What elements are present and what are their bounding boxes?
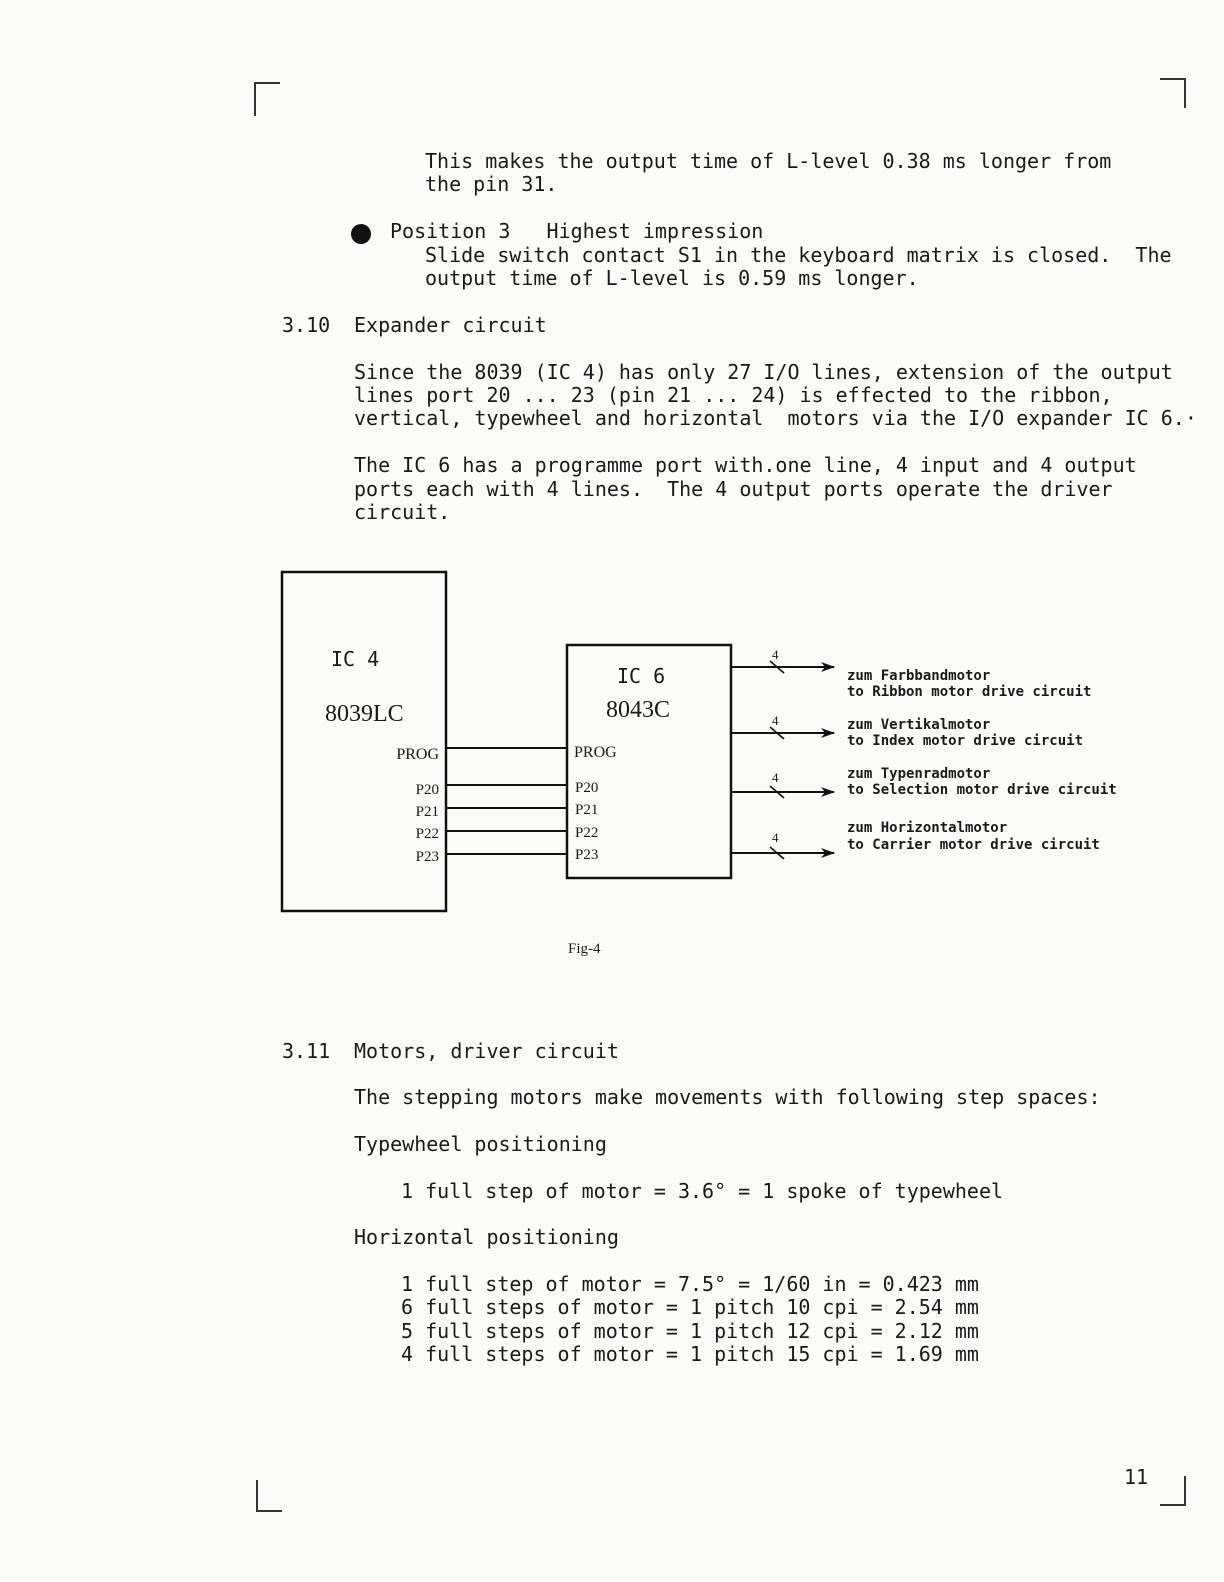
section-3-10-para1-line-1: Since the 8039 (IC 4) has only 27 I/O lines, extension of the output xyxy=(354,360,1173,384)
figure-caption: Fig-4 xyxy=(568,941,601,957)
output-horizontal-en: to Carrier motor drive circuit xyxy=(847,837,1100,853)
position3-line-2: output time of L-level is 0.59 ms longer. xyxy=(425,266,919,290)
ic4-pin-p22: P22 xyxy=(415,826,439,842)
output-vertical-de: zum Vertikalmotor xyxy=(847,717,991,733)
typewheel-line: 1 full step of motor = 3.6° = 1 spoke of typewheel xyxy=(401,1179,1004,1203)
section-3-10-para1-line-3: vertical, typewheel and horizontal motors via the I/O expander IC 6.· xyxy=(354,406,1197,430)
ic4-pin-p21: P21 xyxy=(415,804,439,820)
intro-line-2: the pin 31. xyxy=(425,172,558,196)
section-3-10-para1-line-2: lines port 20 ... 23 (pin 21 ... 24) is effected to the ribbon, xyxy=(354,383,1113,407)
output-bus-horizontal xyxy=(731,830,834,859)
horizontal-line-4: 4 full steps of motor = 1 pitch 15 cpi = 1.69 mm xyxy=(401,1342,979,1366)
ic6-name: IC 6 xyxy=(617,664,666,688)
bus-width-horizontal: 4 xyxy=(772,830,779,845)
output-horizontal-de: zum Horizontalmotor xyxy=(847,820,1008,836)
output-bus-vertical xyxy=(731,713,834,739)
horizontal-heading: Horizontal positioning xyxy=(354,1225,619,1249)
output-bus-typewheel xyxy=(731,770,834,798)
bus-width-typewheel: 4 xyxy=(772,770,779,785)
ic6-pin-p21: P21 xyxy=(575,802,599,818)
ic4-pin-prog: PROG xyxy=(396,746,439,763)
section-3-10-para2-line-3: circuit. xyxy=(354,500,451,524)
section-3-10-para2-line-2: ports each with 4 lines. The 4 output ports operate the driver xyxy=(354,477,1113,501)
ic4-name: IC 4 xyxy=(331,647,380,671)
output-ribbon-de: zum Farbbandmotor xyxy=(847,668,991,684)
output-vertical-en: to Index motor drive circuit xyxy=(847,733,1084,749)
output-typewheel-en: to Selection motor drive circuit xyxy=(847,782,1117,798)
section-3-11-number: 3.11 xyxy=(282,1039,331,1063)
bus-width-vertical: 4 xyxy=(772,713,779,728)
page-number: 11 xyxy=(1124,1465,1149,1489)
ic4-part: 8039LC xyxy=(325,701,404,727)
section-3-10-title: Expander circuit xyxy=(354,313,547,337)
bus-width-ribbon: 4 xyxy=(772,647,779,662)
output-bus-ribbon xyxy=(731,647,834,673)
ic6-pin-prog: PROG xyxy=(574,744,617,761)
ic6-pin-p20: P20 xyxy=(575,780,599,796)
position3-line-1: Slide switch contact S1 in the keyboard matrix is closed. The xyxy=(425,243,1172,267)
horizontal-line-2: 6 full steps of motor = 1 pitch 10 cpi = 2.54 mm xyxy=(401,1295,979,1319)
horizontal-line-1: 1 full step of motor = 7.5° = 1/60 in = 0.423 mm xyxy=(401,1272,979,1296)
output-ribbon-en: to Ribbon motor drive circuit xyxy=(847,684,1092,700)
section-3-11-title: Motors, driver circuit xyxy=(354,1039,619,1063)
typewheel-heading: Typewheel positioning xyxy=(354,1132,607,1156)
position3-heading: Position 3 Highest impression xyxy=(390,219,764,243)
ic6-pin-p23: P23 xyxy=(575,847,599,863)
section-3-10-number: 3.10 xyxy=(282,313,331,337)
intro-line-1: This makes the output time of L-level 0.38 ms longer from xyxy=(425,149,1112,173)
ic6-part: 8043C xyxy=(606,697,671,723)
horizontal-line-3: 5 full steps of motor = 1 pitch 12 cpi = 2.12 mm xyxy=(401,1319,979,1343)
output-typewheel-de: zum Typenradmotor xyxy=(847,766,991,782)
section-3-11-intro: The stepping motors make movements with following step spaces: xyxy=(354,1085,1101,1109)
section-3-10-para2-line-1: The IC 6 has a programme port with.one line, 4 input and 4 output xyxy=(354,453,1137,477)
ic6-pin-p22: P22 xyxy=(575,825,599,841)
ic4-pin-p20: P20 xyxy=(415,782,439,798)
ic4-pin-p23: P23 xyxy=(415,849,439,865)
